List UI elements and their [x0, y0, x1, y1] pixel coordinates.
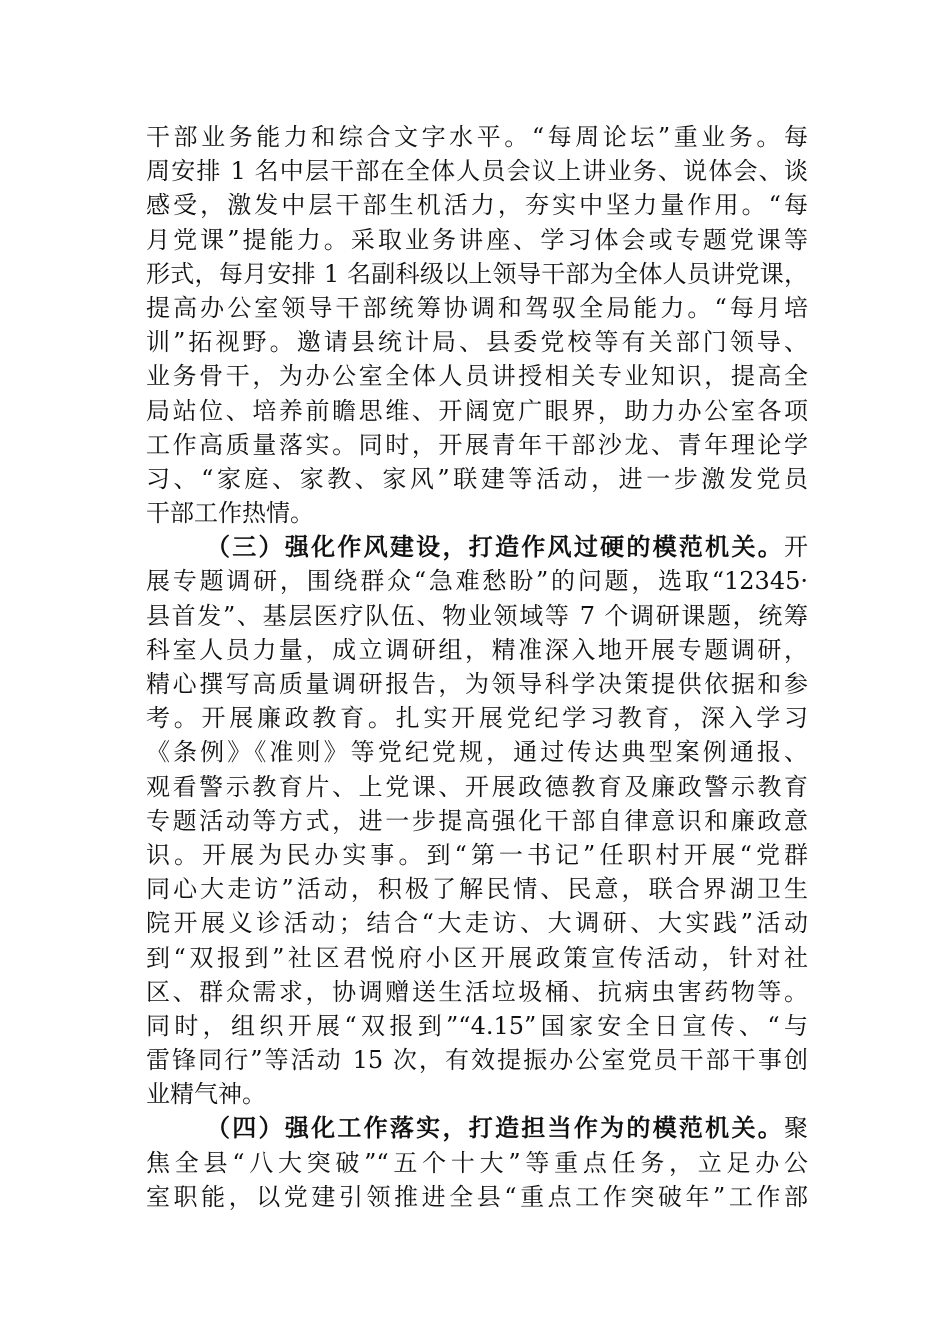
text-line: 形式，每月安排 1 名副科级以上领导干部为全体人员讲党课，	[146, 259, 808, 288]
text-line: 干部业务能力和综合文字水平。“每周论坛”重业务。每	[146, 123, 808, 151]
text-line: 工作高质量落实。同时，开展青年干部沙龙、青年理论学	[146, 430, 808, 459]
heading-tail-text: 开	[784, 533, 808, 562]
text-line: 到“双报到”社区君悦府小区开展政策宣传活动，针对社	[146, 943, 808, 972]
section-heading-line	[146, 530, 808, 564]
text-line: 雷锋同行”等活动 15 次，有效提振办公室党员干部干事创	[146, 1046, 808, 1075]
heading-tail-text: 聚	[784, 1114, 808, 1143]
text-line: 院开展义诊活动；结合“大走访、大调研、大实践”活动	[146, 909, 808, 938]
text-line: 同时，组织开展“双报到”“4.15”国家安全日宣传、“与	[146, 1011, 808, 1040]
section-heading: （三）强化作风建设，打造作风过硬的模范机关。	[206, 532, 784, 562]
text-line: 科室人员力量，成立调研组，精准深入地开展专题调研，	[146, 635, 808, 664]
text-line: 业精气神。	[146, 1080, 266, 1109]
text-line: 《条例》《准则》等党纪党规，通过传达典型案例通报、	[146, 738, 808, 767]
text-line: 周安排 1 名中层干部在全体人员会议上讲业务、说体会、谈	[146, 157, 808, 186]
text-line: 县首发”、基层医疗队伍、物业领域等 7 个调研课题，统筹	[146, 601, 808, 630]
section-heading-line	[146, 1111, 808, 1145]
paragraph	[146, 530, 808, 1111]
text-line: 精心撰写高质量调研报告，为领导科学决策提供依据和参	[146, 670, 808, 698]
paragraph	[146, 120, 808, 530]
text-line: 识。开展为民办实事。到“第一书记”任职村开展“党群	[146, 840, 808, 869]
text-line: 提高办公室领导干部统筹协调和驾驭全局能力。“每月培	[146, 293, 808, 322]
section-heading: （四）强化工作落实，打造担当作为的模范机关。	[206, 1113, 784, 1143]
text-line: 习、“家庭、家教、家风”联建等活动，进一步激发党员	[146, 464, 808, 493]
text-line: 展专题调研，围绕群众“急难愁盼”的问题，选取“12345·	[146, 567, 808, 596]
text-line: 训”拓视野。邀请县统计局、县委党校等有关部门领导、	[146, 328, 808, 357]
text-line: 专题活动等方式，进一步提高强化干部自律意识和廉政意	[146, 806, 808, 835]
text-line: 同心大走访”活动，积极了解民情、民意，联合界湖卫生	[146, 875, 808, 904]
text-line: 焦全县“八大突破”“五个十大”等重点任务，立足办公	[146, 1148, 808, 1177]
text-line: 区、群众需求，协调赠送生活垃圾桶、抗病虫害药物等。	[146, 977, 808, 1006]
text-line: 室职能，以党建引领推进全县“重点工作突破年”工作部	[146, 1182, 808, 1211]
text-line: 局站位、培养前瞻思维、开阔宽广眼界，助力办公室各项	[146, 396, 808, 425]
text-line: 干部工作热情。	[146, 499, 314, 528]
paragraph	[146, 1111, 808, 1214]
text-line: 考。开展廉政教育。扎实开展党纪学习教育，深入学习	[146, 704, 808, 733]
text-line: 业务骨干，为办公室全体人员讲授相关专业知识，提高全	[146, 362, 808, 391]
text-line: 月党课”提能力。采取业务讲座、学习体会或专题党课等	[146, 225, 808, 254]
text-line: 观看警示教育片、上党课、开展政德教育及廉政警示教育	[146, 772, 808, 801]
text-line: 感受，激发中层干部生机活力，夯实中坚力量作用。“每	[146, 191, 808, 220]
body-text	[146, 120, 808, 1214]
